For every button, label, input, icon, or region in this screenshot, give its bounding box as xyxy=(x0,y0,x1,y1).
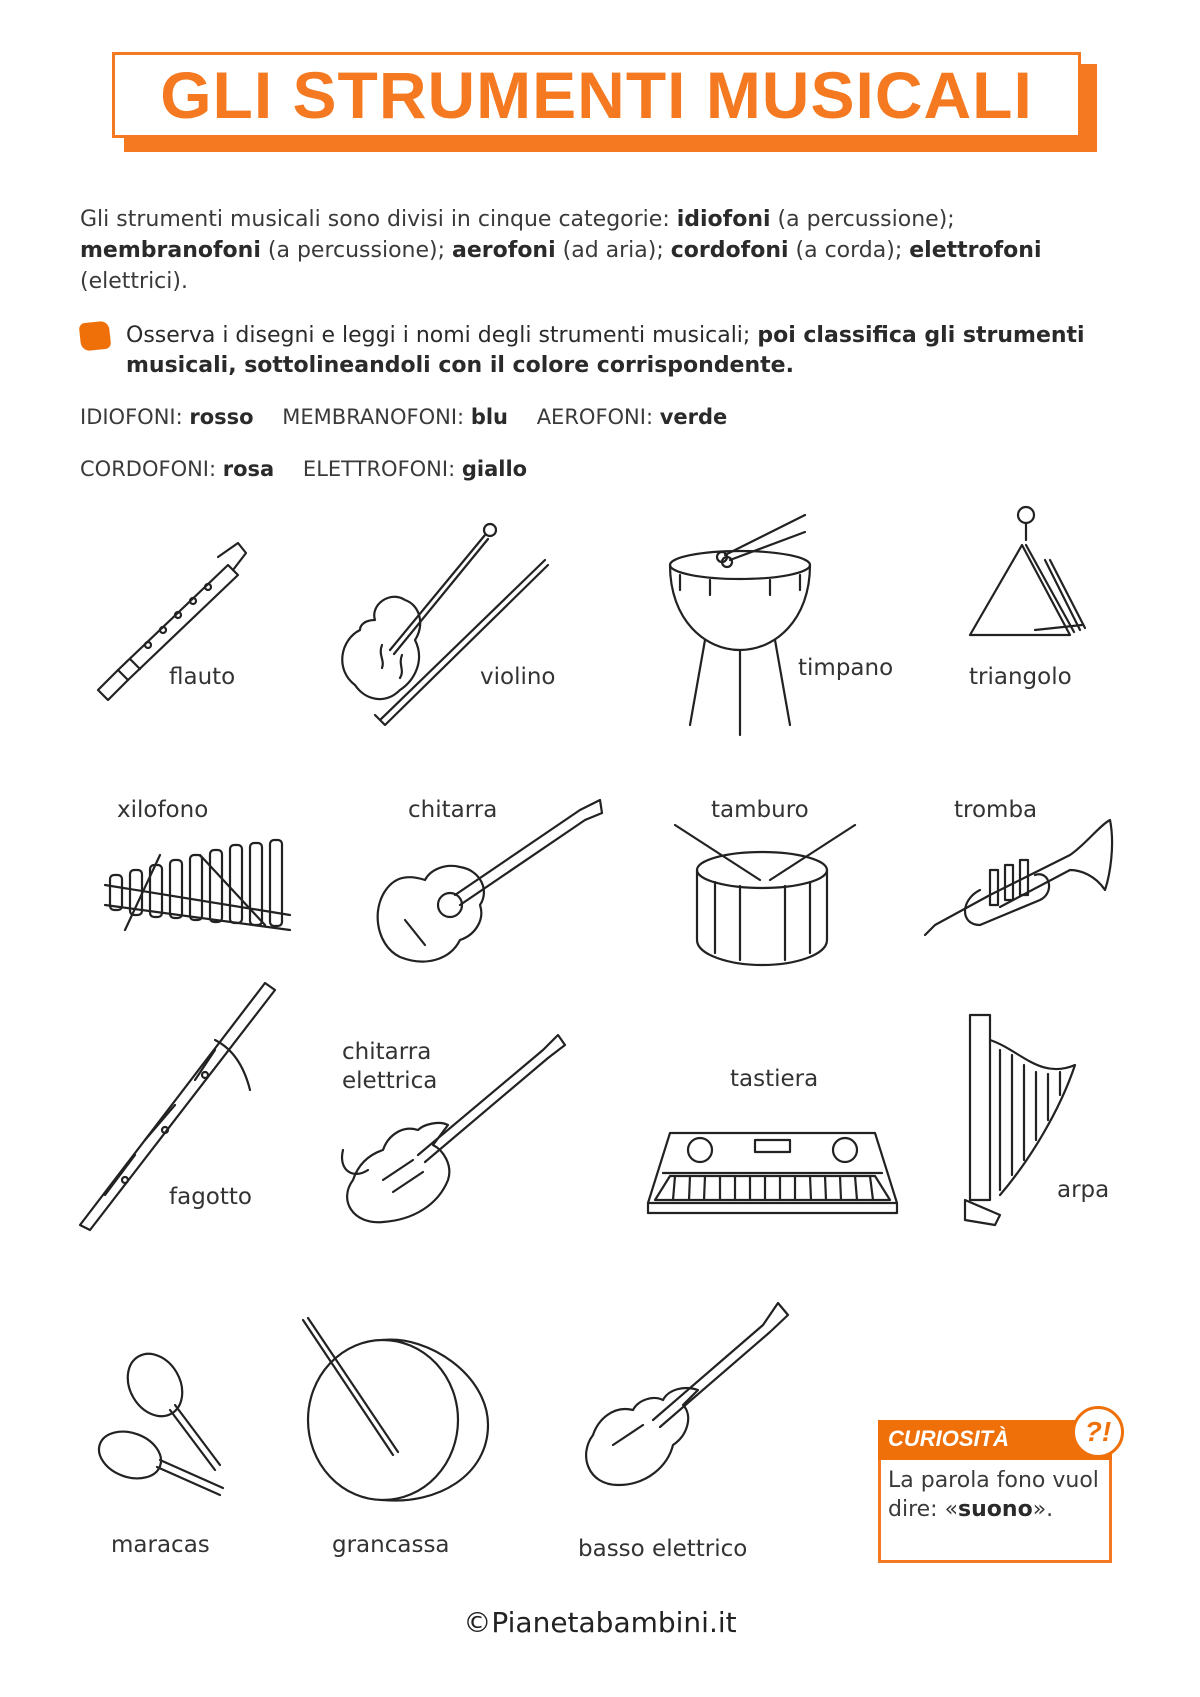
instrument-label: xilofono xyxy=(117,797,209,823)
instruction-text: Osserva i disegni e leggi i nomi degli strumenti musicali; xyxy=(126,323,758,348)
legend-row-1 xyxy=(80,405,749,429)
instrument-label: tastiera xyxy=(730,1066,819,1092)
instrument-label: flauto xyxy=(169,664,236,690)
bass-drum-icon xyxy=(298,1315,498,1505)
instrument-label: tromba xyxy=(954,797,1038,823)
intro-text: (ad aria); xyxy=(555,238,671,263)
intro-text: (elettrici). xyxy=(80,269,188,294)
intro-bold: elettrofoni xyxy=(909,238,1042,263)
guitar-icon xyxy=(370,795,605,970)
legend-item: ELETTROFONI: giallo xyxy=(302,457,528,481)
intro-bold: idiofoni xyxy=(676,207,771,232)
intro-bold: membranofoni xyxy=(80,238,261,263)
instrument-label: chitarra xyxy=(408,797,498,823)
instrument-label: fagotto xyxy=(169,1184,252,1210)
intro-text: (a percussione); xyxy=(770,207,955,232)
maracas-icon xyxy=(95,1345,235,1505)
legend-item: IDIOFONI: rosso xyxy=(80,405,254,429)
electric-guitar-icon xyxy=(333,1030,568,1230)
intro-text: Gli strumenti musicali sono divisi in cinque categorie: xyxy=(80,207,677,232)
violin-icon xyxy=(330,520,550,730)
legend-item: MEMBRANOFONI: blu xyxy=(282,405,508,429)
triangle-icon xyxy=(960,500,1090,660)
intro-text: (a percussione); xyxy=(260,238,453,263)
timpani-icon xyxy=(665,510,825,740)
instrument-label: violino xyxy=(480,664,556,690)
trumpet-icon xyxy=(920,815,1120,945)
instrument-label: arpa xyxy=(1057,1177,1110,1203)
intro-paragraph xyxy=(80,204,1120,297)
intro-bold: cordofoni xyxy=(670,238,789,263)
bullet-icon xyxy=(79,321,112,352)
instrument-label: chitarra elettrica xyxy=(342,1039,438,1094)
instrument-label: tamburo xyxy=(711,797,809,823)
bass-guitar-icon xyxy=(573,1295,793,1495)
legend-item: AEROFONI: verde xyxy=(536,405,728,429)
legend-row-2 xyxy=(80,457,549,481)
question-exclamation-icon: ?! xyxy=(1072,1406,1124,1458)
curiosity-heading: CURIOSITÀ xyxy=(888,1426,1009,1451)
instruction-bold: poi classifica gli strumenti musicali, sottolineandoli con il colore corrispondente. xyxy=(126,323,1085,378)
curiosity-text: La parola fono vuol dire: «suono». xyxy=(888,1468,1099,1522)
instrument-label: timpano xyxy=(798,655,894,681)
intro-bold: aerofoni xyxy=(452,238,556,263)
instrument-label: basso elettrico xyxy=(578,1536,748,1562)
keyboard-icon xyxy=(645,1128,900,1218)
xylophone-icon xyxy=(100,835,300,935)
legend-item: CORDOFONI: rosa xyxy=(80,457,275,481)
intro-text: (a corda); xyxy=(788,238,910,263)
snare-drum-icon xyxy=(670,820,860,970)
page-title: GLI STRUMENTI MUSICALI xyxy=(160,58,1033,132)
footer-copyright: ©Pianetabambini.it xyxy=(463,1606,737,1639)
title-box xyxy=(112,52,1081,138)
instrument-label: triangolo xyxy=(969,664,1072,690)
instrument-label: grancassa xyxy=(332,1532,450,1558)
instrument-label: maracas xyxy=(111,1532,210,1558)
instruction xyxy=(126,321,1106,381)
